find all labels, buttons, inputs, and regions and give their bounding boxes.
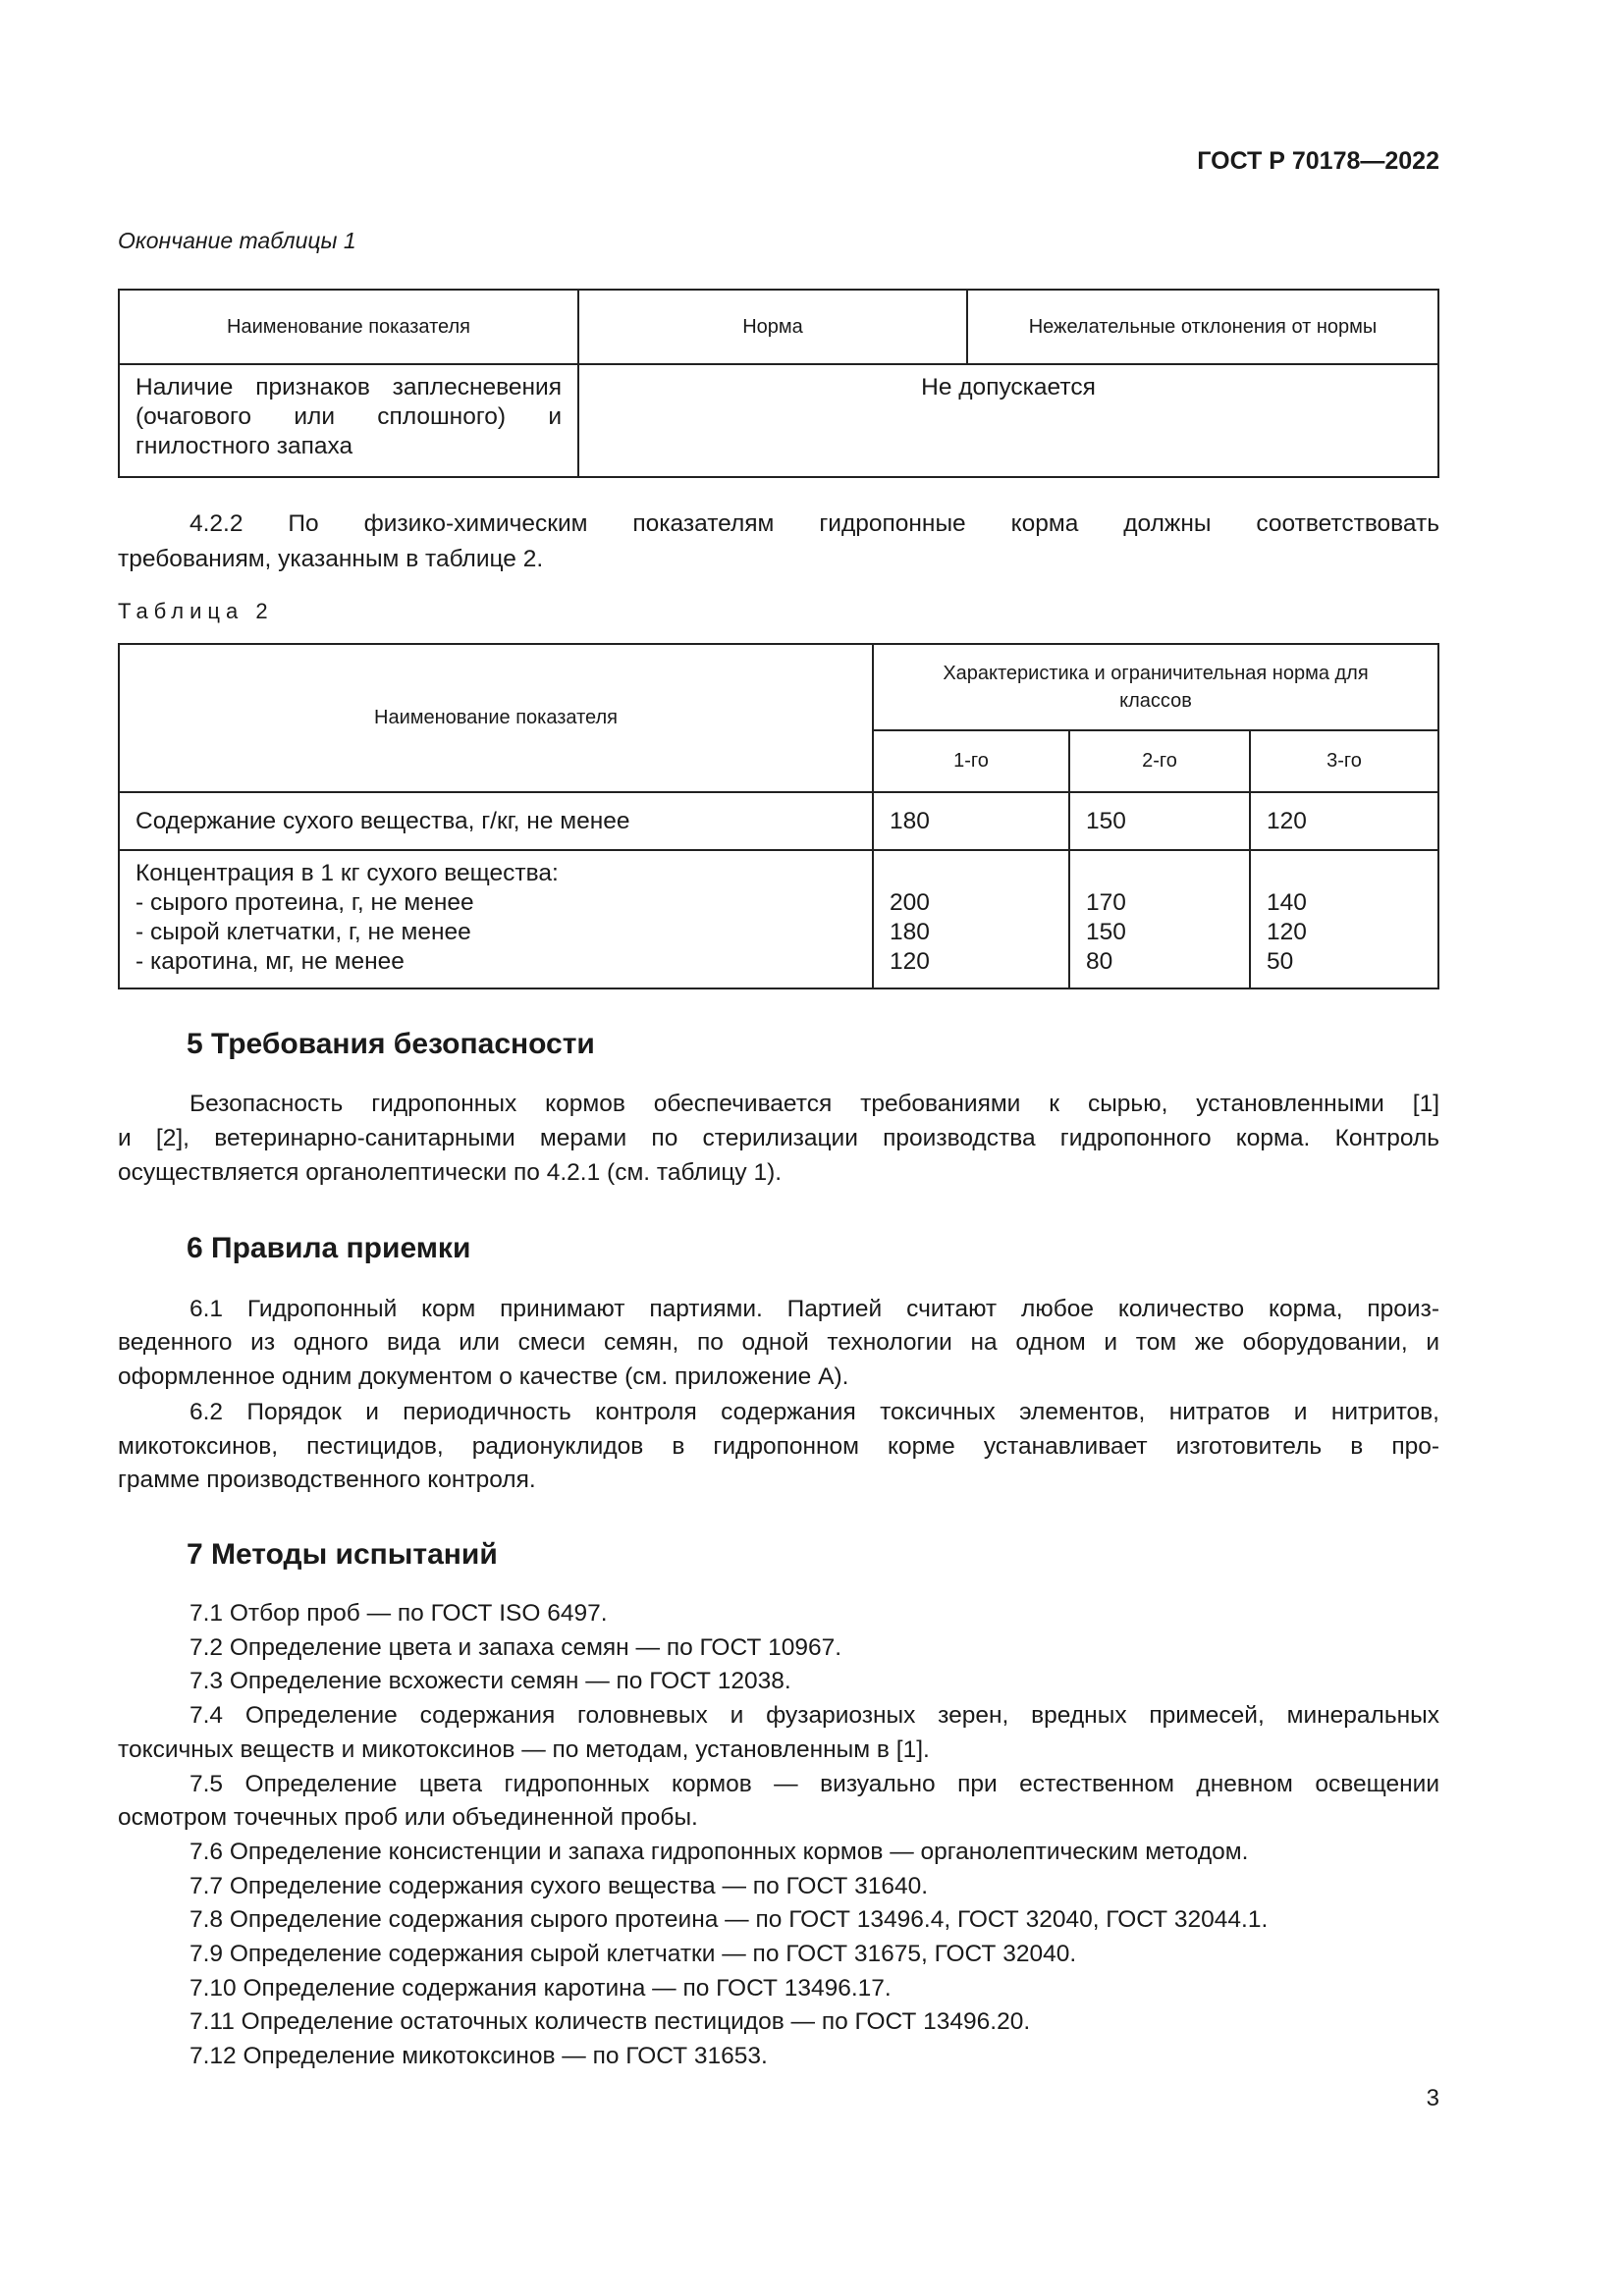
t2-row2-item: - каротина, мг, не менее [135, 948, 405, 975]
section-7-line: 7.6 Определение консистенции и запаха гидропонных кормов — органолептическим методом. [189, 1838, 1249, 1865]
section-5-heading: 5 Требования безопасности [187, 1028, 595, 1060]
table-row [119, 792, 1438, 850]
section-6-line: веденного из одного вида или смеси семян, по одной технологии на одном и том же оборудовании, и [118, 1329, 1439, 1356]
t2-header-class-2: 2-го [1069, 730, 1250, 792]
section-7-line: 7.1 Отбор проб — по ГОСТ ISO 6497. [189, 1600, 608, 1627]
section-7-line: осмотром точечных проб или объединенной пробы. [118, 1804, 698, 1832]
t2-row2-title: Концентрация в 1 кг сухого вещества: [135, 860, 559, 886]
section-7-line: 7.7 Определение содержания сухого вещества — по ГОСТ 31640. [189, 1872, 929, 1899]
section-5-line: и [2], ветеринарно-санитарными мерами по стерилизации производства гидропонного корма. Контроль [118, 1125, 1439, 1151]
t1-row-name-line: (очагового или сплошного) и [135, 403, 562, 430]
t2-value: 120 [1267, 919, 1307, 945]
section-7-line: 7.8 Определение содержания сырого протеина — по ГОСТ 13496.4, ГОСТ 32040, ГОСТ 32044.1. [189, 1906, 1269, 1934]
section-5-line: осуществляется органолептически по 4.2.1 (см. таблицу 1). [118, 1159, 783, 1186]
table2-caption: Таблица 2 [118, 599, 274, 623]
t1-header-name: Наименование показателя [119, 290, 578, 364]
t2-row1-value: 180 [890, 807, 930, 834]
t1-row-name [119, 364, 578, 477]
t2-header-group: Характеристика и ограничительная норма для классов [873, 644, 1438, 730]
t2-header-class-1: 1-го [873, 730, 1069, 792]
section-7-line: 7.4 Определение содержания головневых и фузариозных зерен, вредных примесей, минеральных [189, 1702, 1439, 1730]
paragraph-4-2-2-line: требованиям, указанным в таблице 2. [118, 546, 544, 572]
t1-row-value-text: Не допускается [921, 374, 1096, 400]
paragraph-4-2-2-line: 4.2.2 По физико-химическим показателям гидропонные корма должны соответствовать [189, 510, 1439, 537]
section-7-line: токсичных веществ и микотоксинов — по методам, установленным в [1]. [118, 1735, 930, 1763]
t2-row2-item: - сырой клетчатки, г, не менее [135, 919, 471, 945]
document-id: ГОСТ Р 70178—2022 [1197, 147, 1439, 175]
t2-value: 80 [1086, 948, 1113, 975]
t2-value: 50 [1267, 948, 1294, 975]
t1-row-name-line: Наличие признаков заплесневения [135, 374, 562, 400]
section-6-heading: 6 Правила приемки [187, 1232, 471, 1264]
t2-value: 180 [890, 919, 930, 945]
section-7-line: 7.12 Определение микотоксинов — по ГОСТ 31653. [189, 2043, 768, 2070]
page-number: 3 [1426, 2085, 1439, 2111]
t2-value: 200 [890, 889, 930, 916]
t2-header-class-3: 3-го [1250, 730, 1438, 792]
section-6-line: микотоксинов, пестицидов, радионуклидов в гидропонном корме устанавливает изготовитель в про- [118, 1433, 1439, 1460]
section-7-line: 7.10 Определение содержания каротина — по ГОСТ 13496.17. [189, 1974, 892, 2002]
t2-value: 140 [1267, 889, 1307, 916]
t2-row1-value: 120 [1267, 807, 1307, 834]
section-6-line: 6.1 Гидропонный корм принимают партиями. Партией считают любое количество корма, произ- [189, 1296, 1439, 1322]
section-7-heading: 7 Методы испытаний [187, 1538, 498, 1571]
section-7-line: 7.2 Определение цвета и запаха семян — по ГОСТ 10967. [189, 1633, 842, 1661]
t2-row1-name: Содержание сухого вещества, г/кг, не менее [135, 807, 630, 834]
t2-row2-item: - сырого протеина, г, не менее [135, 889, 474, 916]
table1-continuation-caption: Окончание таблицы 1 [118, 228, 356, 253]
t1-header-deviation: Нежелательные отклонения от нормы [967, 290, 1438, 364]
t2-value: 170 [1086, 889, 1126, 916]
table-row [119, 850, 1438, 988]
section-6-line: грамме производственного контроля. [118, 1467, 536, 1493]
section-7-line: 7.11 Определение остаточных количеств пестицидов — по ГОСТ 13496.20. [189, 2008, 1031, 2036]
section-7-line: 7.5 Определение цвета гидропонных кормов — визуально при естественном дневном освещении [189, 1770, 1439, 1797]
t2-value: 150 [1086, 919, 1126, 945]
section-7-line: 7.3 Определение всхожести семян — по ГОСТ 12038. [189, 1668, 791, 1695]
t1-row-value [578, 364, 1438, 477]
section-7-line: 7.9 Определение содержания сырой клетчатки — по ГОСТ 31675, ГОСТ 32040. [189, 1941, 1077, 1967]
section-6-line: оформленное одним документом о качестве (см. приложение А). [118, 1363, 849, 1390]
t2-value: 120 [890, 948, 930, 975]
t2-header-name: Наименование показателя [119, 644, 873, 792]
t2-row1-value: 150 [1086, 807, 1126, 834]
t1-row-name-line: гнилостного запаха [135, 433, 353, 459]
table-2 [118, 643, 1439, 989]
table-1 [118, 289, 1439, 478]
section-6-line: 6.2 Порядок и периодичность контроля содержания токсичных элементов, нитратов и нитритов, [189, 1399, 1439, 1425]
section-5-line: Безопасность гидропонных кормов обеспечивается требованиями к сырью, установленными [1] [189, 1091, 1439, 1117]
t1-header-norm: Норма [578, 290, 967, 364]
